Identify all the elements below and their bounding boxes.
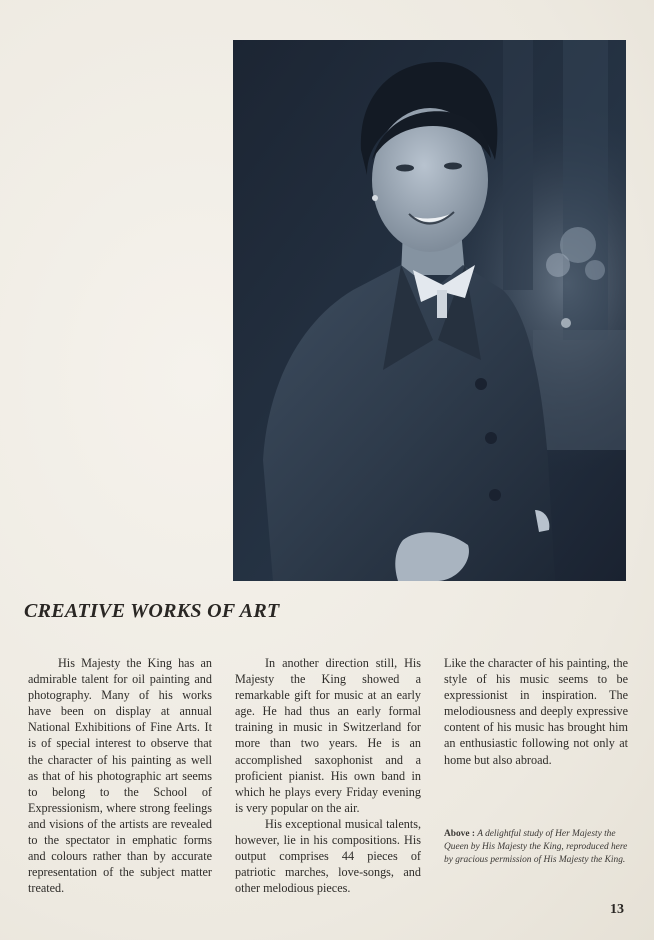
article-paragraph: His exceptional musical talents, however, lie in his compositions. His output comprises 44 pieces of patriotic marches, love-songs, and other melodious pieces. <box>235 816 421 896</box>
article-paragraph: Like the character of his painting, the style of his music seems to be expressionist in inspiration. The melodiousness and deeply expressive content of his music has brought him an enthusiastic following not only at home but also abroad. <box>444 656 628 767</box>
portrait-photograph <box>233 40 626 581</box>
article-column-3 <box>444 655 628 768</box>
article-column-2 <box>235 655 421 896</box>
caption-text: A delightful study of Her Majesty the Queen by His Majesty the King, reproduced here by gracious permission of His Majesty the King. <box>444 829 628 866</box>
article-paragraph: His Majesty the King has an admirable talent for oil painting and photography. Many of his works have been on display at annual National Exhibitions of Fine Arts. It is of special interest to observe that the character of his painting as well as that of his photographic art seems to belong to the School of Expressionism, where strong feelings and visions of the artists are revealed to the spectator in emphatic forms and colours rather than by accurate representation of the subject matter treated. <box>28 656 212 896</box>
article-column-1 <box>28 655 212 896</box>
article-heading: CREATIVE WORKS OF ART <box>24 600 280 622</box>
article-paragraph: In another direction still, His Majesty the King showed a remarkable gift for music at an early age. He had thus an early formal training in music in Switzerland for more than two years. He is an accomplished saxophonist and a proficient pianist. His own band in which he plays every Friday evening is very popular on the air. <box>235 656 421 815</box>
page-number: 13 <box>610 902 624 917</box>
photo-caption <box>444 828 630 868</box>
caption-lead: Above : <box>444 829 475 839</box>
